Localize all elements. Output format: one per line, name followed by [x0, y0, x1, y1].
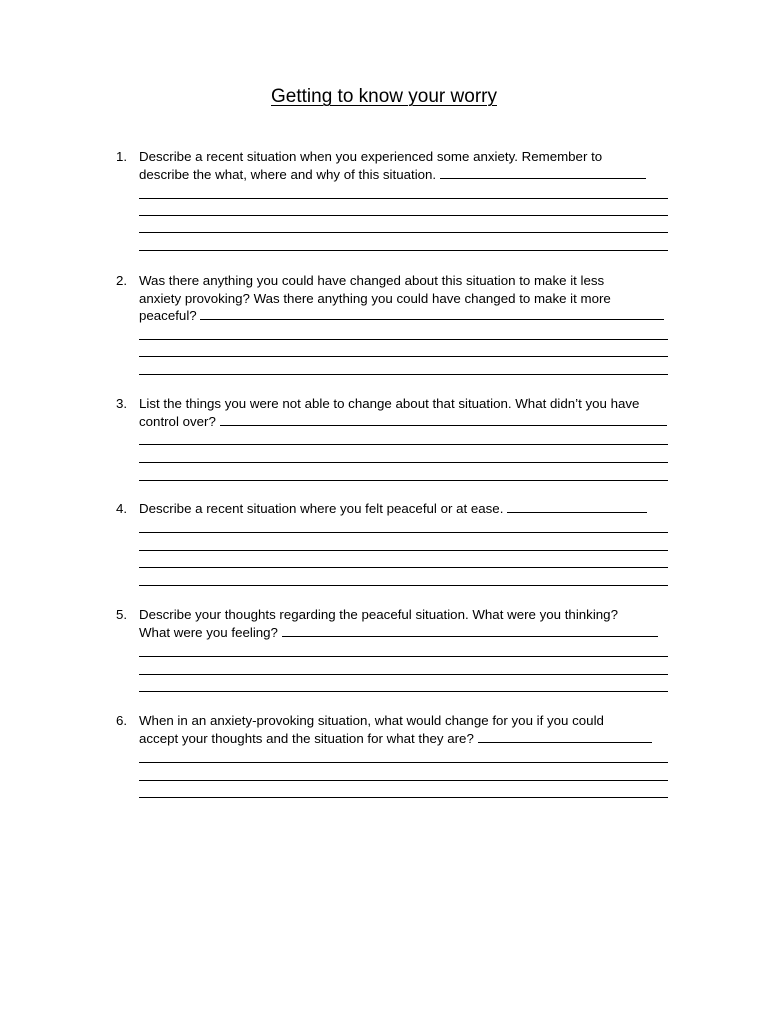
question-text-fragment: control over? [139, 413, 216, 429]
answer-line[interactable] [139, 198, 668, 199]
question-text-line: Was there anything you could have changed about this situation to make it less [139, 273, 605, 288]
question-text-fragment: accept your thoughts and the situation for what they are? [139, 730, 474, 746]
answer-line[interactable] [139, 215, 668, 216]
answer-blank[interactable] [282, 624, 658, 637]
answer-blank[interactable] [200, 307, 664, 320]
answer-blank[interactable] [440, 166, 646, 179]
question-text-line [139, 624, 676, 642]
question-text-line: Describe your thoughts regarding the peaceful situation. What were you thinking? [139, 607, 618, 622]
answer-line[interactable] [139, 762, 668, 763]
answer-line[interactable] [139, 232, 668, 233]
question-text-line [139, 166, 676, 184]
question-text-fragment: Describe a recent situation where you felt peaceful or at ease. [139, 501, 504, 516]
question-text-fragment: peaceful? [139, 308, 197, 324]
question-number: 6. [116, 713, 128, 728]
answer-line[interactable] [139, 250, 668, 251]
answer-line[interactable] [139, 532, 668, 533]
question-text [139, 712, 676, 747]
page-title: Getting to know your worry [271, 86, 497, 107]
question-text-line: List the things you were not able to change about that situation. What didn’t you have [139, 396, 640, 411]
answer-blank[interactable] [478, 730, 652, 743]
question-text [139, 606, 676, 641]
answer-line[interactable] [139, 780, 668, 781]
question-text-line [139, 730, 676, 748]
answer-line[interactable] [139, 585, 668, 586]
question-text-line [139, 500, 676, 518]
question-text-line [139, 413, 676, 431]
question-text-fragment: describe the what, where and why of this situation. [139, 166, 437, 182]
question-number: 5. [116, 607, 128, 622]
answer-blank[interactable] [220, 413, 667, 426]
question-text [139, 272, 676, 325]
question-text-line: When in an anxiety-provoking situation, what would change for you if you could [139, 713, 604, 728]
question-text-fragment: What were you feeling? [139, 624, 278, 640]
answer-line[interactable] [139, 339, 668, 340]
answer-line[interactable] [139, 691, 668, 692]
question-number: 2. [116, 273, 128, 288]
question-text [139, 395, 676, 430]
answer-line[interactable] [139, 480, 668, 481]
question-number: 1. [116, 149, 128, 164]
answer-line[interactable] [139, 462, 668, 463]
question-number: 4. [116, 501, 128, 516]
question-text-line: Describe a recent situation when you experienced some anxiety. Remember to [139, 149, 603, 164]
answer-line[interactable] [139, 797, 668, 798]
answer-line[interactable] [139, 374, 668, 375]
question-text [139, 148, 676, 183]
answer-blank[interactable] [507, 500, 647, 513]
answer-line[interactable] [139, 674, 668, 675]
question-text-line [139, 307, 676, 325]
question-text-line: anxiety provoking? Was there anything you could have changed to make it more [139, 290, 611, 306]
answer-line[interactable] [139, 567, 668, 568]
question-number: 3. [116, 396, 128, 411]
answer-line[interactable] [139, 550, 668, 551]
question-text [139, 500, 676, 518]
answer-line[interactable] [139, 444, 668, 445]
answer-line[interactable] [139, 656, 668, 657]
answer-line[interactable] [139, 356, 668, 357]
